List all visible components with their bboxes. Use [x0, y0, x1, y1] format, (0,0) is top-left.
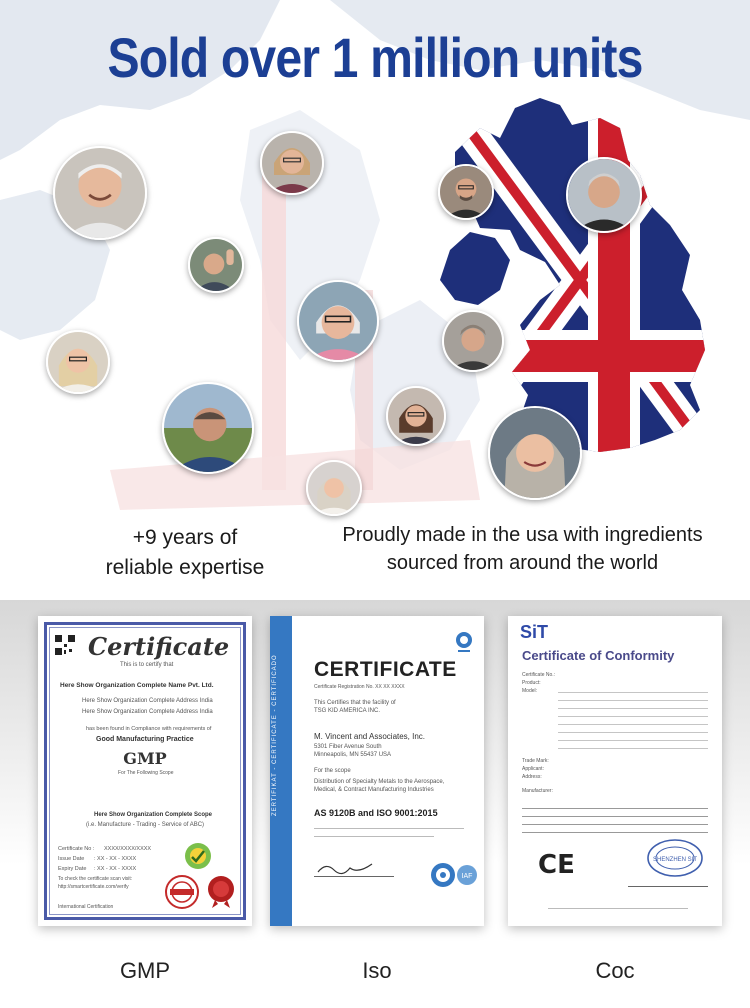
certificate-title: Certificate: [88, 632, 230, 661]
certificate-number-label: Certificate No.:: [522, 672, 556, 678]
experience-caption-line: reliable expertise: [105, 556, 265, 579]
issue-date: : XX - XX - XXXX: [94, 856, 137, 862]
round-stamp-icon: [646, 838, 704, 878]
manufacturer-label: Manufacturer:: [522, 788, 553, 794]
text-line: [558, 748, 708, 749]
divider: [314, 836, 434, 837]
expiry-date: : XX - XX - XXXX: [94, 866, 137, 872]
text-line: [558, 740, 708, 741]
issuer-logo: SiT: [520, 622, 549, 642]
company-address: Here Show Organization Complete Address India: [82, 709, 213, 715]
red-stamp-icon: [164, 874, 200, 910]
certificate-title: CERTIFICATE: [314, 658, 457, 681]
customer-avatar: [188, 237, 244, 293]
divider: [314, 828, 464, 829]
compliance-text: has been found in Compliance with requirements of: [86, 726, 212, 732]
issue-date-label: Issue Date: [58, 856, 85, 862]
organization-address: Minneapolis, MN 55437 USA: [314, 752, 392, 758]
text-line: [558, 708, 708, 709]
table-rule: [522, 816, 708, 817]
table-rule: [522, 832, 708, 833]
iso-label: Iso: [362, 958, 392, 983]
scope-subtext: (i.e. Manufacture - Trading - Service of ABC): [86, 822, 205, 828]
customer-avatar: [488, 406, 582, 500]
product-label: Product:: [522, 680, 541, 686]
gmp-certificate: [38, 616, 252, 926]
certificate-title: Certificate of Conformity: [522, 648, 675, 663]
certificates-section: [0, 600, 750, 1008]
organization-address: 5301 Fiber Avenue South: [314, 744, 382, 750]
signature-line: [628, 886, 708, 887]
certificate-number-label: Certificate No :: [58, 846, 95, 852]
origin-caption: [315, 521, 730, 577]
registration-number: Certificate Registration No. XX XX XXXX: [314, 684, 405, 690]
scope-text: Distribution of Specialty Metals to the Aerospace, Medical, & Contract Manufacturing Industries: [314, 779, 445, 793]
customer-avatar: [566, 157, 642, 233]
text-line: [558, 716, 708, 717]
origin-caption-line: sourced from around the world: [386, 552, 659, 574]
organization-name: M. Vincent and Associates, Inc.: [314, 732, 426, 741]
experience-caption: [70, 523, 300, 583]
footer-line: [548, 908, 688, 909]
customer-avatar: [442, 310, 504, 372]
text-line: [558, 700, 708, 701]
text-line: [558, 724, 708, 725]
table-rule: [522, 808, 708, 809]
verify-url: http://smartcertificate.com/verify: [58, 884, 129, 890]
ce-mark: CE: [538, 850, 575, 880]
qr-code-icon: [54, 634, 76, 656]
applicant-label: Applicant:: [522, 766, 544, 772]
accreditation-logo-icon: [430, 862, 456, 888]
trademark-label: Trade Mark:: [522, 758, 549, 764]
customer-avatar: [438, 164, 494, 220]
company-name: Here Show Organization Complete Name Pvt. Ltd.: [60, 682, 214, 689]
customer-avatar: [53, 146, 147, 240]
organization-short: TSG KID AMERICA INC.: [314, 708, 381, 714]
signature-icon: [316, 860, 376, 876]
scope-label: For the scope: [314, 768, 351, 774]
iso-certificate: [270, 616, 484, 926]
customer-avatar: [297, 280, 379, 362]
expiry-date-label: Expiry Date: [58, 866, 87, 872]
side-band-text: ZERTIFIKAT - CERTIFICATE - CERTIFICADO: [272, 654, 278, 816]
svg-text:IAF: IAF: [461, 873, 473, 880]
origin-caption-line: Proudly made in the usa with ingredients: [342, 524, 703, 546]
customer-avatar: [260, 131, 324, 195]
text-line: [558, 732, 708, 733]
stamp-text: SHENZHEN SIT: [652, 857, 698, 863]
customer-avatar: [46, 330, 110, 394]
verify-text: To check the certificate scan visit:: [58, 876, 133, 882]
text-line: [558, 692, 708, 693]
table-rule: [522, 824, 708, 825]
certificate-number: XXXX/XXXX/XXXX: [104, 846, 152, 852]
coc-label: Coc: [595, 958, 635, 983]
certificate-footer: International Certification: [58, 904, 114, 910]
green-seal-icon: [184, 842, 212, 870]
practice-name: Good Manufacturing Practice: [96, 736, 194, 743]
scope-text: Here Show Organization Complete Scope: [94, 812, 213, 818]
gmp-badge-text: GMP: [123, 749, 167, 768]
experience-caption-line: +9 years of: [132, 526, 238, 549]
scope-heading: For The Following Scope: [118, 770, 174, 776]
model-label: Model:: [522, 688, 538, 694]
address-label: Address:: [522, 774, 542, 780]
customer-avatar: [386, 386, 446, 446]
certificate-intro: This Certifies that the facility of: [314, 700, 396, 706]
gmp-label: GMP: [119, 958, 171, 983]
headline: Sold over 1 million units: [107, 26, 643, 89]
standard-text: AS 9120B and ISO 9001:2015: [314, 808, 438, 818]
registrar-logo-icon: [454, 630, 474, 654]
customer-avatar: [306, 460, 362, 516]
coc-certificate: [508, 616, 722, 926]
iaf-logo-icon: [456, 864, 478, 886]
company-address: Here Show Organization Complete Address India: [82, 698, 213, 704]
wax-seal-icon: [206, 874, 236, 908]
signature-line: [314, 876, 394, 877]
customer-avatar: [162, 382, 254, 474]
certificate-subtitle: This is to certify that: [120, 662, 174, 668]
